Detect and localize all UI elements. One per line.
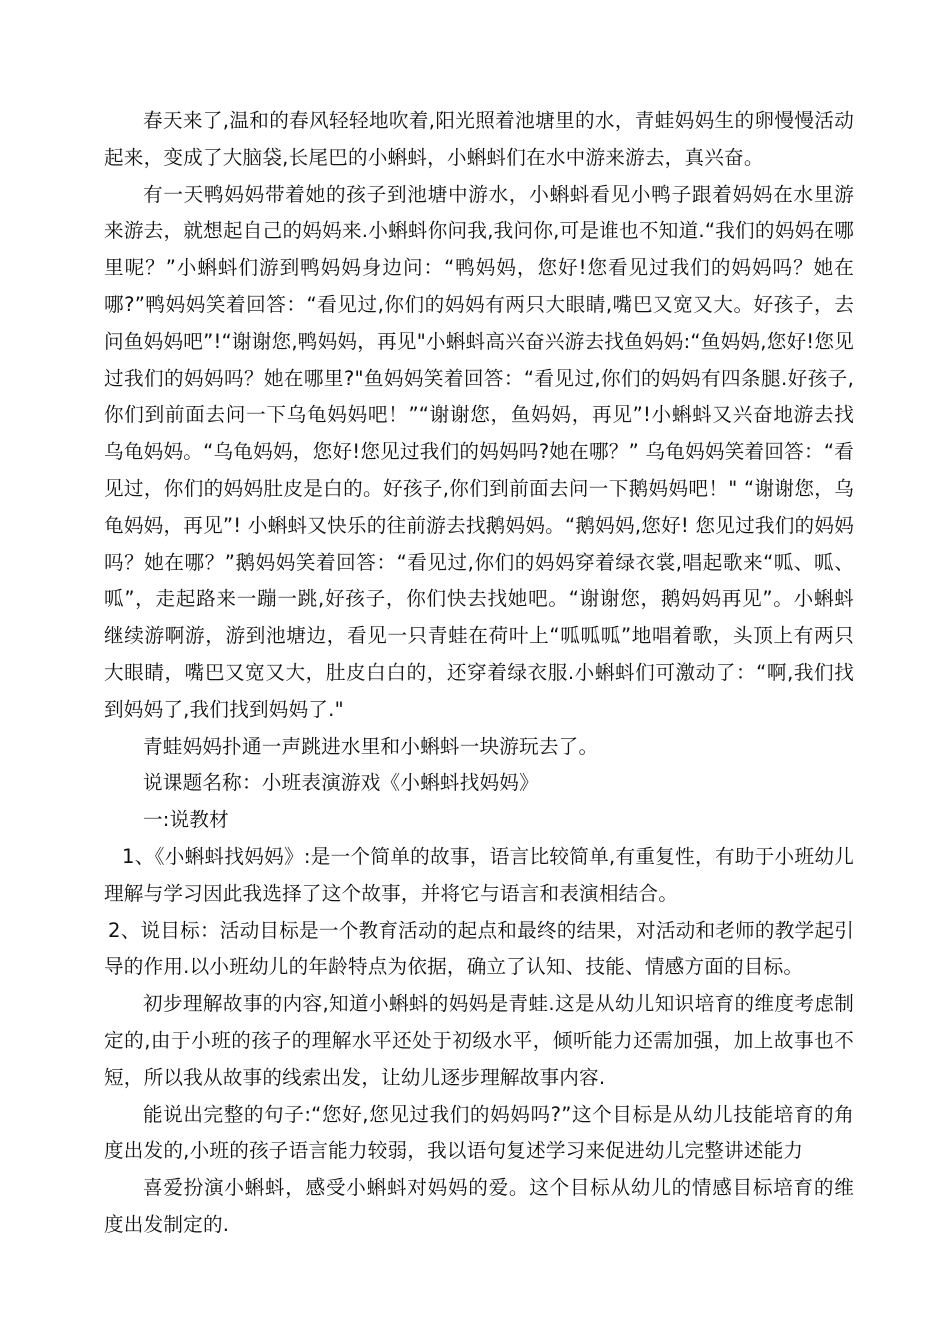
story-intro-paragraph: 春天来了,温和的春风轻轻地吹着,阳光照着池塘里的水，青蛙妈妈生的卵慢慢活动起来，变成了大脑袋,长尾巴的小蝌蚪，小蝌蚪们在水中游来游去，真兴奋。 — [104, 109, 854, 169]
section-heading-teaching-material: 一:说教材 — [143, 808, 229, 832]
teaching-material-point-2: 2、说目标：活动目标是一个教育活动的起点和最终的结果，对活动和老师的教学起引导的作用.以小班幼儿的年龄特点为依据，确立了认知、技能、情感方面的目标。 — [104, 918, 854, 979]
story-main-paragraph: 有一天鸭妈妈带着她的孩子到池塘中游水，小蝌蚪看见小鸭子跟着妈妈在水里游来游去，就想起自己的妈妈来.小蝌蚪你问我,我问你,可是谁也不知道.“我们的妈妈在哪里呢？”小蝌蚪们游到鸭妈妈身边问：“鸭妈妈，您好!您看见过我们的妈妈吗？她在哪?”鸭妈妈笑着回答：“看见过,你们的妈妈有两只大眼睛,嘴巴又宽又大。好孩子，去问鱼妈妈吧”!“谢谢您,鸭妈妈，再见"小蝌蚪高兴奋兴游去找鱼妈妈:“鱼妈妈,您好!您见过我们的妈妈吗？她在哪里?"鱼妈妈笑着回答：“看见过,你们的妈妈有四条腿.好孩子,你们到前面去问一下乌龟妈妈吧！”“谢谢您，鱼妈妈，再见”!小蝌蚪又兴奋地游去找乌龟妈妈。“乌龟妈妈，您好!您见过我们的妈妈吗?她在哪？” 乌龟妈妈笑着回答：“看见过，你们的妈妈肚皮是白的。好孩子,你们到前面去问一下鹅妈妈吧！" “谢谢您，乌龟妈妈，再见”! 小蝌蚪又快乐的往前游去找鹅妈妈。“鹅妈妈,您好! 您见过我们的妈妈吗？她在哪？”鹅妈妈笑着回答：“看见过,你们的妈妈穿着绿衣裳,唱起歌来“呱、呱、呱”，走起路来一蹦一跳,好孩子，你们快去找她吧。“谢谢您，鹅妈妈再见”。小蝌蚪继续游啊游，游到池塘边，看见一只青蛙在荷叶上“呱呱呱”地唱着歌，头顶上有两只大眼睛，嘴巴又宽又大，肚皮白白的，还穿着绿衣服.小蝌蚪们可激动了：“啊,我们找到妈妈了,我们找到妈妈了." — [104, 182, 854, 721]
teaching-material-point-1: 1、《小蝌蚪找妈妈》:是一个简单的故事，语言比较简单,有重复性，有助于小班幼儿理解与学习因此我选择了这个故事，并将它与语言和表演相结合。 — [104, 844, 854, 905]
story-ending-paragraph: 青蛙妈妈扑通一声跳进水里和小蝌蚪一块游玩去了。 — [143, 734, 599, 758]
goal-emotion-paragraph: 喜爱扮演小蝌蚪，感受小蝌蚪对妈妈的爱。这个目标从幼儿的情感目标培育的维度出发制定的. — [104, 1176, 854, 1236]
lesson-title: 说课题名称：小班表演游戏《小蝌蚪找妈妈》 — [143, 771, 539, 795]
goal-skill-paragraph: 能说出完整的句子:“您好,您见过我们的妈妈吗?”这个目标是从幼儿技能培育的角度出发的,小班的孩子语言能力较弱，我以语句复述学习来促进幼儿完整讲述能力 — [104, 1102, 854, 1163]
goal-cognitive-paragraph: 初步理解故事的内容,知道小蝌蚪的妈妈是青蛙.这是从幼儿知识培育的维度考虑制定的,由于小班的孩子的理解水平还处于初级水平，倾听能力还需加强，加上故事也不短，所以我从故事的线索出发，让幼儿逐步理解故事内容. — [104, 992, 854, 1089]
document-body — [104, 103, 854, 1244]
